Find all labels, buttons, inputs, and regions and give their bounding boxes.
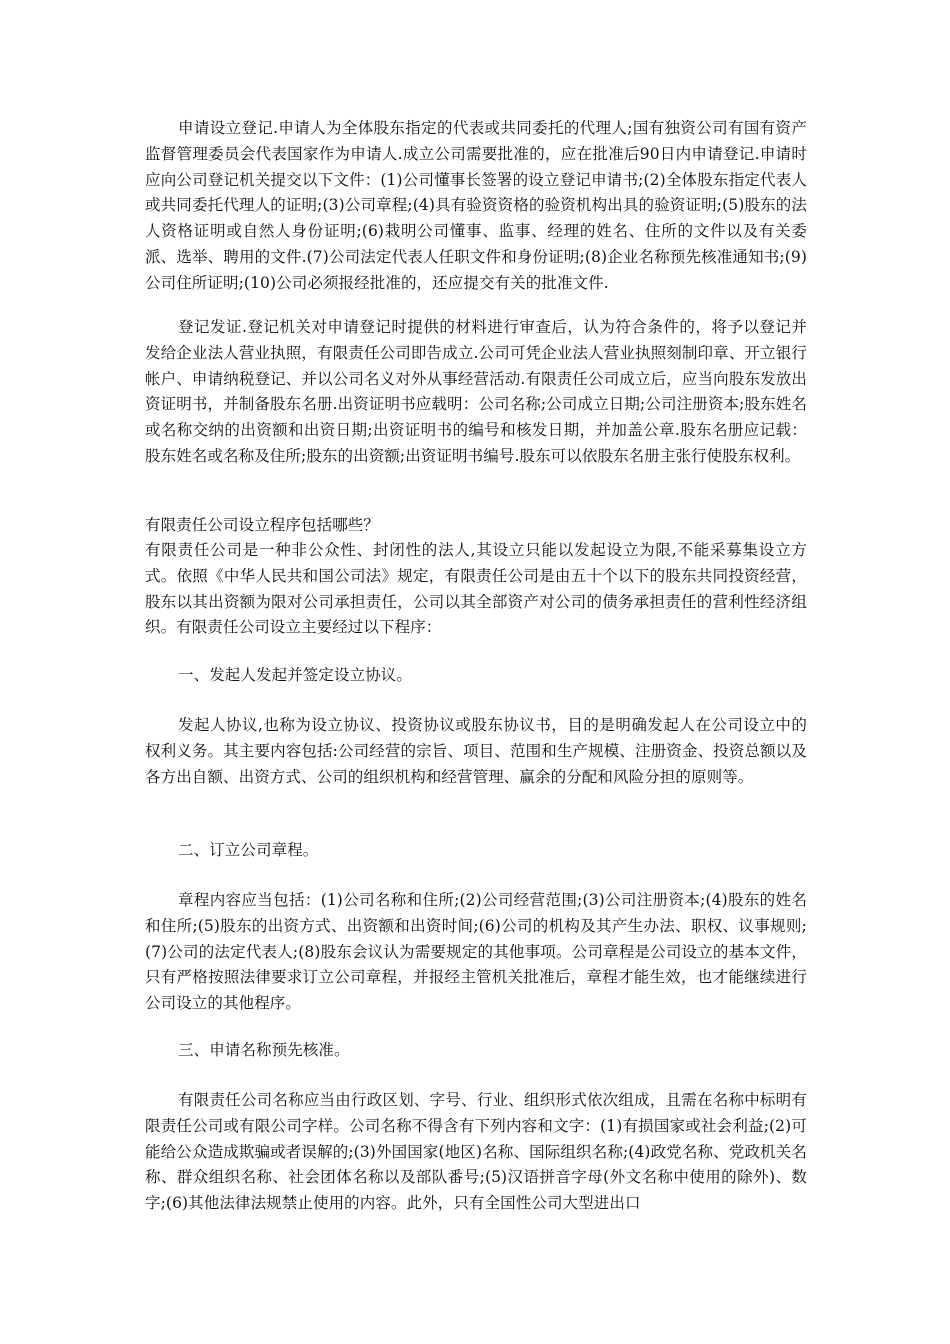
paragraph-registration-certificate: 登记发证.登记机关对申请登记时提供的材料进行审查后，认为符合条件的，将予以登记并发给企业法人营业执照，有限责任公司即告成立.公司可凭企业法人营业执照刻制印章、开立银行帐户、申请纳税登记、并以公司名义对外从事经营活动.有限责任公司成立后，应当向股东发放出资证明书，并制备股东名册.出资证明书应载明：公司名称;公司成立日期;公司注册资本;股东姓名或名称交纳的出资额和出资日期;出资证明书的编号和核发日期，并加盖公章.股东名册应记载：股东姓名或名称及住所;股东的出资额;出资证明书编号.股东可以依股东名册主张行使股东权利。 bbox=[145, 318, 807, 465]
section-question-heading: 有限责任公司设立程序包括哪些？ bbox=[145, 516, 380, 534]
paragraph-founders-agreement: 发起人协议,也称为设立协议、投资协议或股东协议书，目的是明确发起人在公司设立中的权利义务。其主要内容包括:公司经营的宗旨、项目、范围和生产规模、注册资金、投资总额以及各方出自额、出资方式、公司的组织机构和经营管理、赢余的分配和风险分担的原则等。 bbox=[145, 716, 807, 786]
step-2-heading: 二、订立公司章程。 bbox=[178, 841, 319, 859]
step-1-heading: 一、发起人发起并签定设立协议。 bbox=[178, 666, 413, 684]
paragraph-llc-definition: 有限责任公司是一种非公众性、封闭性的法人,其设立只能以发起设立为限,不能采募集设立方式。依照《中华人民共和国公司法》规定，有限责任公司是由五十个以下的股东共同投资经营，股东以其出资额为限对公司承担责任，公司以其全部资产对公司的债务承担责任的营利性经济组织。有限责任公司设立主要经过以下程序： bbox=[145, 541, 807, 637]
paragraph-articles-of-association: 章程内容应当包括：(1)公司名称和住所;(2)公司经营范围;(3)公司注册资本;(4)股东的姓名和住所;(5)股东的出资方式、出资额和出资时间;(6)公司的机构及其产生办法、职权、议事规则;(7)公司的法定代表人;(8)股东会议认为需要规定的其他事项。公司章程是公司设立的基本文件，只有严格按照法律要求订立公司章程，并报经主管机关批准后，章程才能生效，也才能继续进行公司设立的其他程序。 bbox=[145, 891, 807, 1013]
paragraph-registration-application: 申请设立登记.申请人为全体股东指定的代表或共同委托的代理人;国有独资公司有国有资产监督管理委员会代表国家作为申请人.成立公司需要批准的，应在批准后90日内申请登记.申请时应向公司登记机关提交以下文件：(1)公司懂事长签署的设立登记申请书;(2)全体股东指定代表人或共同委托代理人的证明;(3)公司章程;(4)具有验资资格的验资机构出具的验资证明;(5)股东的法人资格证明或自然人身份证明;(6)栽明公司懂事、监事、经理的姓名、住所的文件以及有关委派、选举、聘用的文件.(7)公司法定代表人任职文件和身份证明;(8)企业名称预先核准通知书;(9)公司住所证明;(10)公司必须报经批准的，还应提交有关的批准文件. bbox=[145, 119, 807, 292]
step-3-heading: 三、申请名称预先核准。 bbox=[178, 1041, 350, 1059]
paragraph-name-preapproval: 有限责任公司名称应当由行政区划、字号、行业、组织形式依次组成，且需在名称中标明有限责任公司或有限公司字样。公司名称不得含有下列内容和文字：(1)有损国家或社会利益;(2)可能给公众造成欺骗或者误解的;(3)外国国家(地区)名称、国际组织名称;(4)政党名称、党政机关名称、群众组织名称、社会团体名称以及部队番号;(5)汉语拼音字母(外文名称中使用的除外)、数字;(6)其他法律法规禁止使用的内容。此外，只有全国性公司大型进出口 bbox=[145, 1091, 807, 1213]
